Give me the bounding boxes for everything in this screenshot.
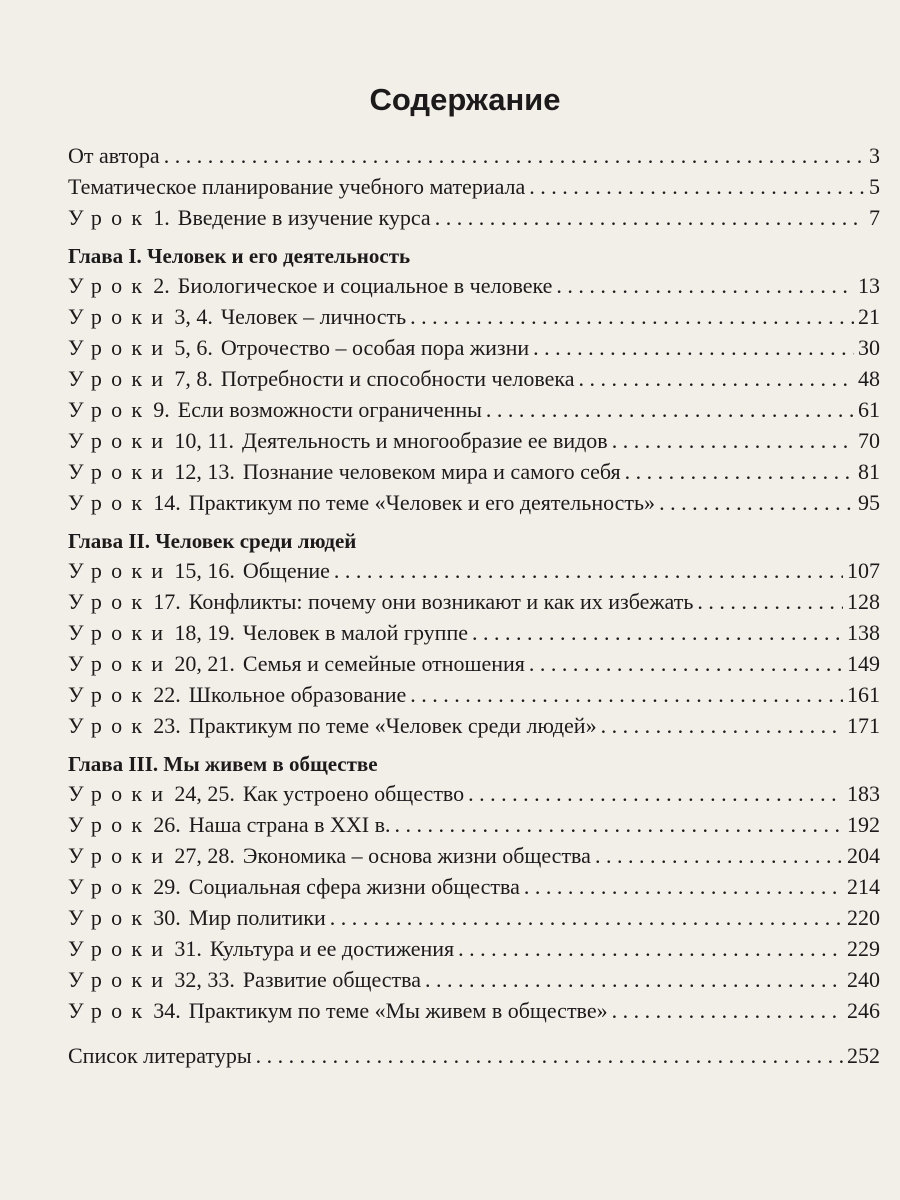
lesson-number: 20, 21. (174, 651, 235, 676)
entry-title: Познание человеком мира и самого себя (242, 459, 621, 484)
dot-leader (486, 394, 854, 425)
lesson-number: 12, 13. (174, 459, 235, 484)
entry-title: Список литературы (68, 1043, 252, 1068)
dot-leader (595, 840, 843, 871)
lesson-label: Уроки (68, 781, 173, 806)
page-number: 107 (847, 558, 880, 583)
lesson-label: Урок (68, 490, 152, 515)
page-number: 204 (847, 843, 880, 868)
toc-entry-bibliography (68, 1040, 880, 1071)
toc-entry (68, 617, 880, 648)
lesson-label: Урок (68, 812, 152, 837)
dot-leader (394, 809, 843, 840)
dot-leader (524, 871, 843, 902)
lesson-number: 26. (153, 812, 181, 837)
lesson-label: Уроки (68, 366, 173, 391)
dot-leader (256, 1040, 843, 1071)
dot-leader (697, 586, 843, 617)
page-number: 229 (847, 936, 880, 961)
lesson-number: 31. (174, 936, 202, 961)
entry-title: Семья и семейные отношения (242, 651, 525, 676)
page-number: 61 (858, 397, 880, 422)
dot-leader (472, 617, 843, 648)
lesson-number: 22. (153, 682, 181, 707)
toc-entry (68, 555, 880, 586)
page-number: 161 (847, 682, 880, 707)
lesson-number: 10, 11. (174, 428, 234, 453)
lesson-label: Уроки (68, 335, 173, 360)
lesson-number: 18, 19. (174, 620, 235, 645)
entry-title: Тематическое планирование учебного материала (68, 174, 526, 199)
lesson-number: 32, 33. (174, 967, 235, 992)
lesson-number: 29. (153, 874, 181, 899)
lesson-number: 27, 28. (174, 843, 235, 868)
toc-entry (68, 456, 880, 487)
dot-leader (612, 425, 854, 456)
entry-title: Наша страна в XXI в. (188, 812, 391, 837)
dot-leader (601, 710, 843, 741)
dot-leader (334, 555, 843, 586)
entry-title: Практикум по теме «Мы живем в обществе» (188, 998, 608, 1023)
page-number: 30 (858, 335, 880, 360)
lesson-label: Уроки (68, 967, 173, 992)
lesson-number: 34. (153, 998, 181, 1023)
entry-title: Практикум по теме «Человек и его деятельность» (188, 490, 656, 515)
page-number: 149 (847, 651, 880, 676)
entry-title: Культура и ее достижения (209, 936, 455, 961)
dot-leader (659, 487, 854, 518)
dot-leader (410, 679, 843, 710)
lesson-label: Уроки (68, 843, 173, 868)
toc-entry (68, 648, 880, 679)
page-number: 171 (847, 713, 880, 738)
toc-entry (68, 710, 880, 741)
entry-title: Мир политики (188, 905, 326, 930)
lesson-label: Урок (68, 905, 152, 930)
lesson-number: 30. (153, 905, 181, 930)
page-title: Содержание (369, 82, 561, 117)
dot-leader (533, 332, 854, 363)
lesson-label: Урок (68, 205, 152, 230)
entry-title: Введение в изучение курса (177, 205, 431, 230)
page-number: 138 (847, 620, 880, 645)
lesson-number: 9. (153, 397, 170, 422)
dot-leader (578, 363, 854, 394)
toc-entry (68, 964, 880, 995)
lesson-number: 24, 25. (174, 781, 235, 806)
dot-leader (410, 301, 854, 332)
page-number: 21 (858, 304, 880, 329)
toc-entry (68, 679, 880, 710)
table-of-contents (68, 140, 880, 1071)
page-number: 81 (858, 459, 880, 484)
dot-leader (468, 778, 843, 809)
lesson-number: 7, 8. (174, 366, 213, 391)
entry-title: Как устроено общество (242, 781, 465, 806)
page-number: 183 (847, 781, 880, 806)
dot-leader (612, 995, 843, 1026)
entry-title: Развитие общества (242, 967, 422, 992)
toc-entry (68, 778, 880, 809)
page-number: 5 (869, 174, 880, 199)
lesson-number: 15, 16. (174, 558, 235, 583)
toc-entry (68, 840, 880, 871)
toc-entry (68, 394, 880, 425)
page-number: 220 (847, 905, 880, 930)
page-number: 252 (847, 1043, 880, 1068)
toc-entry (68, 332, 880, 363)
dot-leader (425, 964, 843, 995)
lesson-label: Уроки (68, 651, 173, 676)
lesson-label: Уроки (68, 459, 173, 484)
lesson-label: Урок (68, 998, 152, 1023)
page-number: 128 (847, 589, 880, 614)
chapter-heading: Глава I. Человек и его деятельность (68, 244, 411, 268)
lesson-label: Урок (68, 589, 152, 614)
entry-title: От автора (68, 143, 160, 168)
lesson-label: Уроки (68, 620, 173, 645)
lesson-label: Уроки (68, 428, 173, 453)
lesson-label: Уроки (68, 558, 173, 583)
lesson-label: Урок (68, 874, 152, 899)
toc-entry (68, 301, 880, 332)
toc-entry (68, 270, 880, 301)
toc-entry (68, 933, 880, 964)
entry-title: Отрочество – особая пора жизни (220, 335, 530, 360)
toc-entry (68, 171, 880, 202)
entry-title: Школьное образование (188, 682, 407, 707)
lesson-number: 23. (153, 713, 181, 738)
dot-leader (435, 202, 865, 233)
page-number: 214 (847, 874, 880, 899)
toc-entry (68, 487, 880, 518)
lesson-label: Урок (68, 273, 152, 298)
entry-title: Деятельность и многообразие ее видов (242, 428, 608, 453)
entry-title: Если возможности ограниченны (177, 397, 482, 422)
entry-title: Общение (242, 558, 330, 583)
dot-leader (625, 456, 854, 487)
lesson-label: Уроки (68, 936, 173, 961)
toc-entry (68, 425, 880, 456)
page-number: 7 (869, 205, 880, 230)
toc-entry (68, 363, 880, 394)
page-number: 48 (858, 366, 880, 391)
lesson-number: 2. (153, 273, 170, 298)
page-number: 13 (858, 273, 880, 298)
lesson-label: Урок (68, 397, 152, 422)
lesson-number: 17. (153, 589, 181, 614)
page-number: 70 (858, 428, 880, 453)
toc-entry (68, 871, 880, 902)
toc-entry (68, 902, 880, 933)
dot-leader (556, 270, 854, 301)
page-number: 3 (869, 143, 880, 168)
page-number: 95 (858, 490, 880, 515)
chapter-heading: Глава III. Мы живем в обществе (68, 752, 378, 776)
lesson-label: Урок (68, 713, 152, 738)
entry-title: Социальная сфера жизни общества (188, 874, 520, 899)
entry-title: Экономика – основа жизни общества (242, 843, 591, 868)
entry-title: Потребности и способности человека (220, 366, 575, 391)
lesson-label: Уроки (68, 304, 173, 329)
toc-entry (68, 202, 880, 233)
chapter-heading: Глава II. Человек среди людей (68, 529, 357, 553)
lesson-number: 14. (153, 490, 181, 515)
lesson-number: 1. (153, 205, 170, 230)
lesson-number: 5, 6. (174, 335, 213, 360)
entry-title: Конфликты: почему они возникают и как их избежать (188, 589, 694, 614)
dot-leader (458, 933, 843, 964)
toc-entry (68, 995, 880, 1026)
entry-title: Практикум по теме «Человек среди людей» (188, 713, 597, 738)
dot-leader (330, 902, 843, 933)
lesson-number: 3, 4. (174, 304, 213, 329)
toc-entry (68, 586, 880, 617)
entry-title: Биологическое и социальное в человеке (177, 273, 553, 298)
entry-title: Человек в малой группе (242, 620, 468, 645)
entry-title: Человек – личность (220, 304, 407, 329)
dot-leader (164, 140, 865, 171)
lesson-label: Урок (68, 682, 152, 707)
page-number: 240 (847, 967, 880, 992)
dot-leader (529, 171, 865, 202)
toc-entry (68, 140, 880, 171)
toc-entry (68, 809, 880, 840)
page-number: 246 (847, 998, 880, 1023)
dot-leader (529, 648, 843, 679)
page-number: 192 (847, 812, 880, 837)
